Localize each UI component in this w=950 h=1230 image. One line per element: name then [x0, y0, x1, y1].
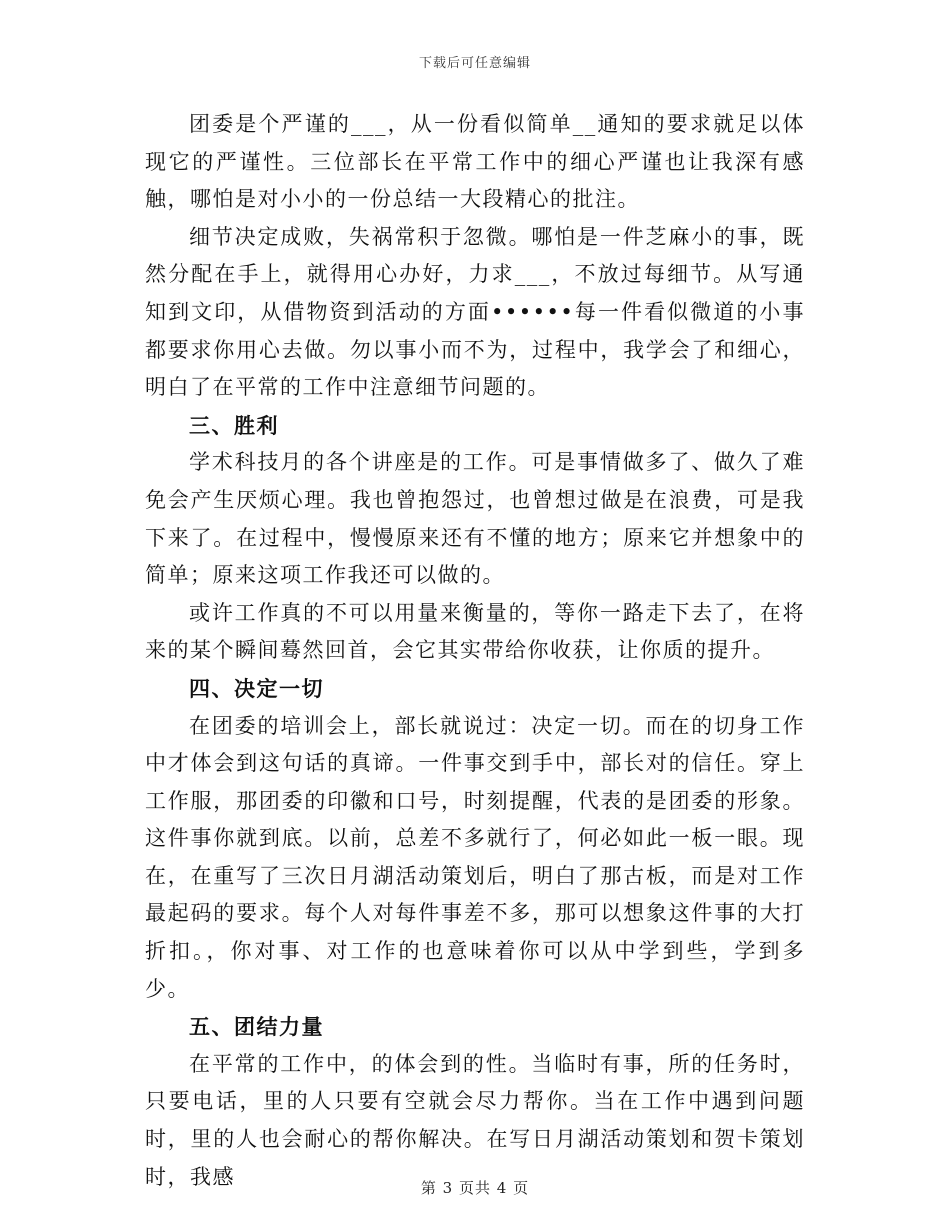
page-content	[145, 106, 805, 1196]
paragraph-6: 在平常的工作中，的体会到的性。当临时有事，所的任务时，只要电话，里的人只要有空就会尽力帮你。当在工作中遇到问题时，里的人也会耐心的帮你解决。在写日月湖活动策划和贺卡策划时，我感	[145, 1051, 805, 1189]
paragraph-4: 或许工作真的不可以用量来衡量的，等你一路走下去了，在将来的某个瞬间蓦然回首，会它其实带给你收获，让你质的提升。	[145, 600, 805, 663]
section-heading-3: 三、胜利	[189, 412, 279, 438]
paragraph-1: 团委是个严谨的___，从一份看似简单__通知的要求就足以体现它的严谨性。三位部长在平常工作中的细心严谨也让我深有感触，哪怕是对小小的一份总结一大段精心的批注。	[145, 112, 805, 212]
page-footer: 第 3 页共 4 页	[420, 1179, 530, 1197]
paragraph-2: 细节决定成败，失祸常积于忽微。哪怕是一件芝麻小的事，既然分配在手上，就得用心办好，力求___，不放过每细节。从写通知到文印，从借物资到活动的方面••••••每一件看似微道的小事都要求你用心去做。勿以事小而不为，过程中，我学会了和细心，明白了在平常的工作中注意细节问题的。	[145, 224, 805, 400]
paragraph-3: 学术科技月的各个讲座是的工作。可是事情做多了、做久了难免会产生厌烦心理。我也曾抱怨过，也曾想过做是在浪费，可是我下来了。在过程中，慢慢原来还有不懂的地方；原来它并想象中的简单；原来这项工作我还可以做的。	[145, 450, 805, 588]
section-heading-5: 五、团结力量	[189, 1014, 324, 1040]
page-header: 下载后可任意编辑	[418, 56, 531, 71]
section-heading-4: 四、决定一切	[189, 675, 324, 701]
paragraph-5: 在团委的培训会上，部长就说过：决定一切。而在的切身工作中才体会到这句话的真谛。一件事交到手中，部长对的信任。穿上工作服，那团委的印徽和口号，时刻提醒，代表的是团委的形象。这件事你就到底。以前，总差不多就行了，何必如此一板一眼。现在，在重写了三次日月湖活动策划后，明白了那古板，而是对工作最起码的要求。每个人对每件事差不多，那可以想象这件事的大打折扣。，你对事、对工作的也意味着你可以从中学到些，学到多少。	[145, 713, 805, 1001]
